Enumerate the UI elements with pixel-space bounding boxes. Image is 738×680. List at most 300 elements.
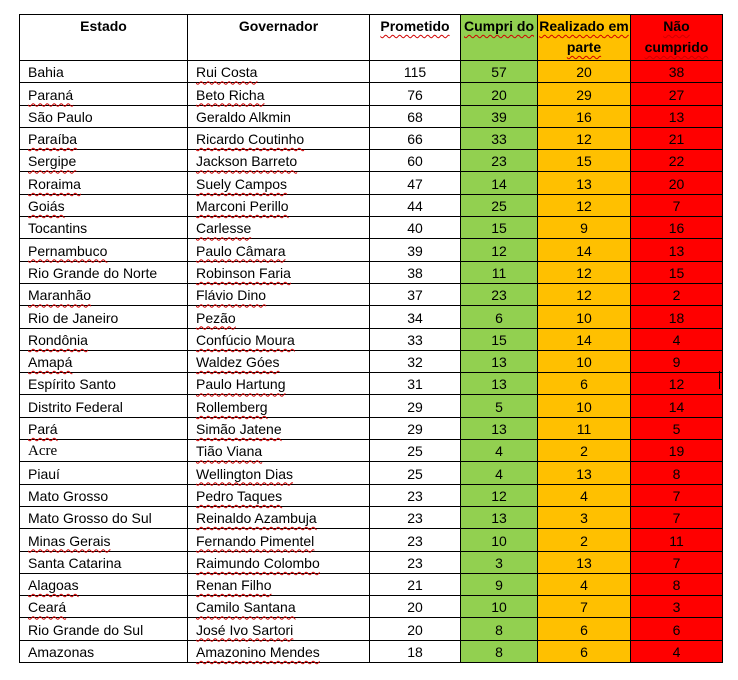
cell-governador-text: Paulo Hartung	[196, 376, 286, 393]
cell-nao-cumprido[interactable]	[631, 105, 723, 127]
cell-cumprido[interactable]	[461, 506, 538, 528]
cell-cumprido-text: 14	[491, 175, 507, 192]
cell-estado[interactable]	[20, 306, 188, 328]
cell-prometido[interactable]	[370, 573, 461, 595]
cell-prometido[interactable]	[370, 283, 461, 305]
cell-cumprido[interactable]	[461, 61, 538, 83]
cell-prometido-text: 23	[407, 554, 423, 571]
cell-governador[interactable]	[188, 83, 370, 105]
cell-nao-cumprido[interactable]	[631, 306, 723, 328]
cell-prometido[interactable]	[370, 83, 461, 105]
table-row	[20, 395, 723, 417]
cell-realizado-em-parte[interactable]	[538, 417, 631, 439]
cell-cumprido[interactable]	[461, 573, 538, 595]
cell-realizado-em-parte-text: 13	[576, 465, 592, 482]
cell-estado[interactable]	[20, 640, 188, 662]
cell-nao-cumprido[interactable]	[631, 551, 723, 573]
cell-realizado-em-parte-text: 6	[580, 621, 588, 638]
header-realizado[interactable]: Realizado em parte	[538, 15, 631, 61]
cell-nao-cumprido-text: 8	[672, 577, 681, 594]
cell-cumprido[interactable]	[461, 618, 538, 640]
cell-nao-cumprido-text: 2	[672, 287, 681, 304]
cell-realizado-em-parte[interactable]	[538, 261, 631, 283]
cell-prometido[interactable]	[370, 306, 461, 328]
cell-nao-cumprido-text: 12	[668, 376, 685, 393]
cell-nao-cumprido[interactable]	[631, 172, 723, 194]
header-nao-cumprido[interactable]: Não cumprido	[631, 15, 723, 61]
cell-realizado-em-parte[interactable]	[538, 194, 631, 216]
cell-estado-text: Amapá	[28, 354, 73, 371]
cell-realizado-em-parte-text: 16	[576, 108, 592, 125]
cell-realizado-em-parte-text: 10	[576, 398, 592, 415]
cell-governador-text: Paulo Câmara	[196, 242, 286, 259]
cell-estado[interactable]	[20, 573, 188, 595]
cell-nao-cumprido-text: 4	[672, 644, 681, 661]
cell-prometido[interactable]	[370, 328, 461, 350]
cell-prometido-text: 66	[407, 131, 423, 148]
cell-estado[interactable]	[20, 194, 188, 216]
cell-cumprido[interactable]	[461, 596, 538, 618]
cell-governador[interactable]	[188, 172, 370, 194]
cell-realizado-em-parte[interactable]	[538, 239, 631, 261]
cell-cumprido-text: 4	[495, 465, 503, 482]
cell-estado-text: Maranhão	[28, 287, 92, 304]
cell-nao-cumprido[interactable]	[631, 83, 723, 105]
cell-nao-cumprido[interactable]	[631, 194, 723, 216]
cell-governador[interactable]	[188, 239, 370, 261]
table-row	[20, 573, 723, 595]
cell-governador[interactable]	[188, 105, 370, 127]
cell-realizado-em-parte[interactable]	[538, 596, 631, 618]
cell-nao-cumprido-text: 14	[668, 398, 685, 415]
cell-realizado-em-parte-text: 10	[576, 354, 592, 371]
cell-cumprido[interactable]	[461, 283, 538, 305]
cell-governador-text: Robinson Faria	[196, 264, 291, 281]
cell-governador-text: Amazonino Mendes	[196, 644, 320, 661]
cell-prometido[interactable]	[370, 194, 461, 216]
table-row	[20, 328, 723, 350]
cell-cumprido[interactable]	[461, 395, 538, 417]
cell-governador[interactable]	[188, 217, 370, 239]
table-row	[20, 194, 723, 216]
cell-estado[interactable]	[20, 373, 188, 395]
cell-governador[interactable]	[188, 484, 370, 506]
table-row	[20, 61, 723, 83]
cell-cumprido[interactable]	[461, 261, 538, 283]
table-row	[20, 440, 723, 462]
cell-estado-text: Goiás	[28, 198, 65, 215]
cell-governador[interactable]	[188, 596, 370, 618]
cell-cumprido-text: 5	[495, 398, 503, 415]
cell-cumprido[interactable]	[461, 529, 538, 551]
cell-governador[interactable]	[188, 373, 370, 395]
cell-governador-text: Renan Filho	[196, 577, 272, 594]
cell-prometido[interactable]	[370, 61, 461, 83]
cell-realizado-em-parte[interactable]	[538, 172, 631, 194]
cell-estado-text: Roraima	[28, 175, 81, 192]
cell-nao-cumprido[interactable]	[631, 529, 723, 551]
cell-prometido[interactable]	[370, 105, 461, 127]
cell-estado[interactable]	[20, 529, 188, 551]
cell-nao-cumprido[interactable]	[631, 328, 723, 350]
cell-cumprido[interactable]	[461, 462, 538, 484]
cell-prometido-text: 40	[407, 220, 423, 237]
cell-cumprido[interactable]	[461, 417, 538, 439]
table-row	[20, 127, 723, 149]
cell-cumprido-text: 23	[491, 153, 507, 170]
cell-estado-text: Rio Grande do Norte	[28, 264, 158, 281]
cell-prometido-text: 29	[407, 421, 423, 438]
cell-governador[interactable]	[188, 440, 370, 462]
cell-estado[interactable]	[20, 61, 188, 83]
cell-cumprido-text: 8	[495, 644, 503, 661]
cell-realizado-em-parte-text: 2	[580, 532, 588, 549]
cell-nao-cumprido[interactable]	[631, 640, 723, 662]
cell-nao-cumprido-text: 13	[668, 108, 685, 125]
cell-estado[interactable]	[20, 462, 188, 484]
cell-governador[interactable]	[188, 462, 370, 484]
cell-cumprido-text: 33	[491, 131, 507, 148]
cell-realizado-em-parte[interactable]	[538, 61, 631, 83]
cell-realizado-em-parte[interactable]	[538, 83, 631, 105]
cell-cumprido[interactable]	[461, 83, 538, 105]
cell-cumprido-text: 57	[491, 64, 507, 81]
cell-estado[interactable]	[20, 350, 188, 372]
cell-cumprido[interactable]	[461, 306, 538, 328]
cell-governador[interactable]	[188, 640, 370, 662]
promises-table	[19, 14, 723, 663]
cell-prometido-text: 47	[407, 175, 423, 192]
cell-governador[interactable]	[188, 506, 370, 528]
table-row	[20, 261, 723, 283]
cell-estado-text: Bahia	[28, 64, 64, 81]
cell-nao-cumprido-text: 20	[668, 175, 685, 192]
cell-realizado-em-parte[interactable]	[538, 506, 631, 528]
table-row	[20, 417, 723, 439]
cell-realizado-em-parte[interactable]	[538, 217, 631, 239]
cell-estado[interactable]	[20, 261, 188, 283]
cell-cumprido-text: 10	[491, 599, 507, 616]
cell-prometido[interactable]	[370, 506, 461, 528]
table-row	[20, 551, 723, 573]
cell-governador-text: Ricardo Coutinho	[196, 131, 305, 148]
cell-prometido-text: 31	[407, 376, 423, 393]
cell-nao-cumprido-text: 7	[672, 510, 681, 527]
cell-prometido-text: 60	[407, 153, 423, 170]
cell-estado[interactable]	[20, 127, 188, 149]
cell-prometido[interactable]	[370, 127, 461, 149]
cell-realizado-em-parte-text: 12	[576, 264, 592, 281]
cell-prometido[interactable]	[370, 239, 461, 261]
cell-nao-cumprido[interactable]	[631, 573, 723, 595]
cell-estado[interactable]	[20, 618, 188, 640]
cell-nao-cumprido-text: 5	[672, 421, 681, 438]
table-row	[20, 283, 723, 305]
cell-cumprido[interactable]	[461, 328, 538, 350]
cell-cumprido[interactable]	[461, 172, 538, 194]
cell-governador-text: Carlesse	[196, 220, 252, 237]
table-row	[20, 306, 723, 328]
table-row	[20, 350, 723, 372]
cell-cumprido[interactable]	[461, 350, 538, 372]
cell-estado[interactable]	[20, 506, 188, 528]
cell-prometido-text: 115	[403, 64, 427, 81]
cell-prometido[interactable]	[370, 618, 461, 640]
cell-governador[interactable]	[188, 395, 370, 417]
cell-governador[interactable]	[188, 529, 370, 551]
cell-cumprido-text: 12	[491, 487, 507, 504]
cell-cumprido-text: 6	[495, 309, 503, 326]
cell-cumprido[interactable]	[461, 373, 538, 395]
cell-prometido-text: 21	[407, 577, 423, 594]
cell-prometido-text: 23	[407, 510, 423, 527]
cell-estado[interactable]	[20, 484, 188, 506]
cell-prometido[interactable]	[370, 395, 461, 417]
cell-prometido-text: 25	[407, 443, 423, 460]
cell-prometido[interactable]	[370, 172, 461, 194]
table-row	[20, 239, 723, 261]
cell-realizado-em-parte-text: 12	[576, 287, 592, 304]
cell-realizado-em-parte[interactable]	[538, 373, 631, 395]
cell-nao-cumprido[interactable]	[631, 350, 723, 372]
cell-realizado-em-parte[interactable]	[538, 150, 631, 172]
cell-realizado-em-parte[interactable]	[538, 640, 631, 662]
cell-estado[interactable]	[20, 172, 188, 194]
cell-nao-cumprido-text: 18	[668, 309, 685, 326]
cell-realizado-em-parte[interactable]	[538, 127, 631, 149]
cell-nao-cumprido[interactable]	[631, 462, 723, 484]
cell-nao-cumprido[interactable]	[631, 283, 723, 305]
cell-cumprido[interactable]	[461, 484, 538, 506]
cell-governador-text: Pedro Taques	[196, 487, 283, 504]
cell-cumprido[interactable]	[461, 105, 538, 127]
cell-prometido-text: 33	[407, 331, 423, 348]
cell-prometido[interactable]	[370, 150, 461, 172]
cell-governador-text: Reinaldo Azambuja	[196, 510, 317, 527]
cell-prometido[interactable]	[370, 261, 461, 283]
cell-nao-cumprido[interactable]	[631, 150, 723, 172]
cell-estado[interactable]	[20, 105, 188, 127]
cell-estado[interactable]	[20, 440, 188, 462]
cell-realizado-em-parte[interactable]	[538, 462, 631, 484]
cell-prometido[interactable]	[370, 417, 461, 439]
cell-estado-text: Amazonas	[28, 644, 95, 661]
cell-governador-text: Simão Jatene	[196, 421, 282, 438]
cell-governador[interactable]	[188, 573, 370, 595]
cell-nao-cumprido[interactable]	[631, 373, 723, 395]
cell-prometido[interactable]	[370, 350, 461, 372]
cell-cumprido[interactable]	[461, 194, 538, 216]
cell-governador[interactable]	[188, 328, 370, 350]
cell-governador-text: Flávio Dino	[196, 287, 267, 304]
cell-estado[interactable]	[20, 217, 188, 239]
cell-governador-text: Fernando Pimentel	[196, 532, 315, 549]
cell-realizado-em-parte-text: 12	[576, 131, 592, 148]
cell-prometido[interactable]	[370, 440, 461, 462]
cell-realizado-em-parte[interactable]	[538, 440, 631, 462]
cell-prometido-text: 25	[407, 465, 423, 482]
header-cumprido[interactable]: Cumpri do	[461, 15, 538, 61]
cell-estado[interactable]	[20, 596, 188, 618]
cell-nao-cumprido[interactable]	[631, 261, 723, 283]
text-cursor	[719, 371, 720, 389]
cell-cumprido-text: 4	[495, 443, 503, 460]
cell-estado[interactable]	[20, 83, 188, 105]
cell-governador-text: Suely Campos	[196, 175, 288, 192]
cell-prometido[interactable]	[370, 462, 461, 484]
table-row	[20, 618, 723, 640]
cell-estado[interactable]	[20, 395, 188, 417]
cell-realizado-em-parte[interactable]	[538, 551, 631, 573]
cell-nao-cumprido-text: 27	[668, 86, 685, 103]
cell-nao-cumprido-text: 11	[669, 532, 684, 549]
cell-cumprido[interactable]	[461, 127, 538, 149]
cell-nao-cumprido[interactable]	[631, 440, 723, 462]
cell-nao-cumprido-text: 15	[668, 264, 685, 281]
cell-governador[interactable]	[188, 306, 370, 328]
cell-estado-text: Mato Grosso	[28, 487, 109, 504]
cell-prometido[interactable]	[370, 484, 461, 506]
cell-prometido-text: 44	[407, 198, 423, 215]
cell-estado-text: Paraná	[28, 86, 74, 103]
cell-estado[interactable]	[20, 328, 188, 350]
cell-nao-cumprido-text: 7	[672, 198, 681, 215]
cell-governador[interactable]	[188, 350, 370, 372]
cell-realizado-em-parte-text: 4	[580, 577, 588, 594]
cell-realizado-em-parte-text: 9	[580, 220, 588, 237]
cell-estado-text: Ceará	[28, 599, 67, 616]
cell-realizado-em-parte[interactable]	[538, 306, 631, 328]
cell-nao-cumprido[interactable]	[631, 217, 723, 239]
cell-prometido-text: 20	[407, 599, 423, 616]
cell-cumprido[interactable]	[461, 440, 538, 462]
cell-governador[interactable]	[188, 551, 370, 573]
cell-realizado-em-parte-text: 3	[580, 510, 588, 527]
cell-governador-text: Wellington Dias	[196, 465, 294, 482]
cell-prometido-text: 23	[407, 532, 423, 549]
cell-realizado-em-parte-text: 7	[580, 599, 588, 616]
cell-governador[interactable]	[188, 150, 370, 172]
header-prometido[interactable]: Prometido	[370, 15, 461, 61]
cell-cumprido-text: 13	[491, 354, 507, 371]
cell-estado[interactable]	[20, 551, 188, 573]
cell-cumprido-text: 10	[491, 532, 507, 549]
cell-realizado-em-parte[interactable]	[538, 350, 631, 372]
cell-cumprido[interactable]	[461, 551, 538, 573]
cell-prometido-text: 68	[407, 108, 423, 125]
cell-estado[interactable]	[20, 150, 188, 172]
cell-nao-cumprido[interactable]	[631, 127, 723, 149]
cell-estado[interactable]	[20, 417, 188, 439]
cell-estado-text: Piauí	[28, 465, 60, 482]
cell-nao-cumprido[interactable]	[631, 506, 723, 528]
table-row	[20, 529, 723, 551]
header-estado[interactable]: Estado	[20, 15, 188, 61]
cell-cumprido-text: 11	[491, 264, 507, 281]
cell-governador[interactable]	[188, 417, 370, 439]
cell-realizado-em-parte[interactable]	[538, 328, 631, 350]
cell-cumprido-text: 15	[491, 331, 507, 348]
cell-cumprido-text: 8	[495, 621, 503, 638]
cell-realizado-em-parte[interactable]	[538, 573, 631, 595]
cell-estado-text: Sergipe	[28, 153, 77, 170]
cell-governador[interactable]	[188, 261, 370, 283]
cell-realizado-em-parte[interactable]	[538, 395, 631, 417]
cell-prometido[interactable]	[370, 217, 461, 239]
cell-nao-cumprido-text: 21	[668, 131, 685, 148]
cell-cumprido-text: 9	[495, 577, 503, 594]
cell-realizado-em-parte[interactable]	[538, 484, 631, 506]
cell-nao-cumprido[interactable]	[631, 395, 723, 417]
cell-nao-cumprido[interactable]	[631, 596, 723, 618]
cell-governador-text: Pezão	[196, 309, 236, 326]
header-governador[interactable]: Governador	[188, 15, 370, 61]
cell-prometido[interactable]	[370, 373, 461, 395]
cell-prometido-text: 32	[407, 354, 423, 371]
cell-prometido[interactable]	[370, 640, 461, 662]
cell-cumprido-text: 20	[491, 86, 507, 103]
cell-nao-cumprido-text: 19	[668, 443, 685, 460]
cell-governador-text: Confúcio Moura	[196, 331, 295, 348]
cell-nao-cumprido-text: 9	[672, 354, 681, 371]
cell-realizado-em-parte-text: 13	[576, 554, 592, 571]
cell-realizado-em-parte-text: 10	[576, 309, 592, 326]
cell-estado[interactable]	[20, 283, 188, 305]
cell-nao-cumprido[interactable]	[631, 417, 723, 439]
cell-governador[interactable]	[188, 194, 370, 216]
cell-nao-cumprido-text: 7	[672, 554, 681, 571]
cell-governador-text: Beto Richa	[196, 86, 265, 103]
cell-governador-text: José Ivo Sartori	[196, 621, 294, 638]
cell-prometido[interactable]	[370, 596, 461, 618]
cell-governador-text: Waldez Góes	[196, 354, 280, 371]
cell-nao-cumprido[interactable]	[631, 61, 723, 83]
cell-nao-cumprido[interactable]	[631, 239, 723, 261]
cell-governador[interactable]	[188, 618, 370, 640]
cell-estado-text: Mato Grosso do Sul	[28, 510, 152, 527]
cell-nao-cumprido-text: 13	[668, 242, 685, 259]
cell-nao-cumprido-text: 3	[672, 599, 681, 616]
cell-estado[interactable]	[20, 239, 188, 261]
cell-realizado-em-parte[interactable]	[538, 529, 631, 551]
cell-governador[interactable]	[188, 283, 370, 305]
cell-realizado-em-parte[interactable]	[538, 618, 631, 640]
cell-cumprido[interactable]	[461, 640, 538, 662]
cell-governador[interactable]	[188, 61, 370, 83]
cell-governador[interactable]	[188, 127, 370, 149]
cell-nao-cumprido-text: 22	[668, 153, 685, 170]
cell-prometido[interactable]	[370, 529, 461, 551]
cell-prometido-text: 76	[407, 86, 423, 103]
cell-prometido[interactable]	[370, 551, 461, 573]
cell-cumprido[interactable]	[461, 217, 538, 239]
cell-realizado-em-parte[interactable]	[538, 105, 631, 127]
cell-cumprido[interactable]	[461, 150, 538, 172]
cell-prometido-text: 29	[407, 398, 423, 415]
cell-nao-cumprido-text: 8	[672, 465, 681, 482]
cell-governador-text: Geraldo Alkmin	[196, 108, 291, 125]
cell-realizado-em-parte-text: 12	[576, 198, 592, 215]
cell-cumprido-text: 13	[491, 510, 507, 527]
cell-cumprido-text: 13	[491, 421, 507, 438]
cell-cumprido[interactable]	[461, 239, 538, 261]
cell-nao-cumprido[interactable]	[631, 484, 723, 506]
cell-realizado-em-parte[interactable]	[538, 283, 631, 305]
cell-realizado-em-parte-text: 15	[576, 153, 592, 170]
cell-nao-cumprido[interactable]	[631, 618, 723, 640]
cell-realizado-em-parte-text: 11	[576, 421, 592, 438]
cell-governador-text: Rui Costa	[196, 64, 258, 81]
